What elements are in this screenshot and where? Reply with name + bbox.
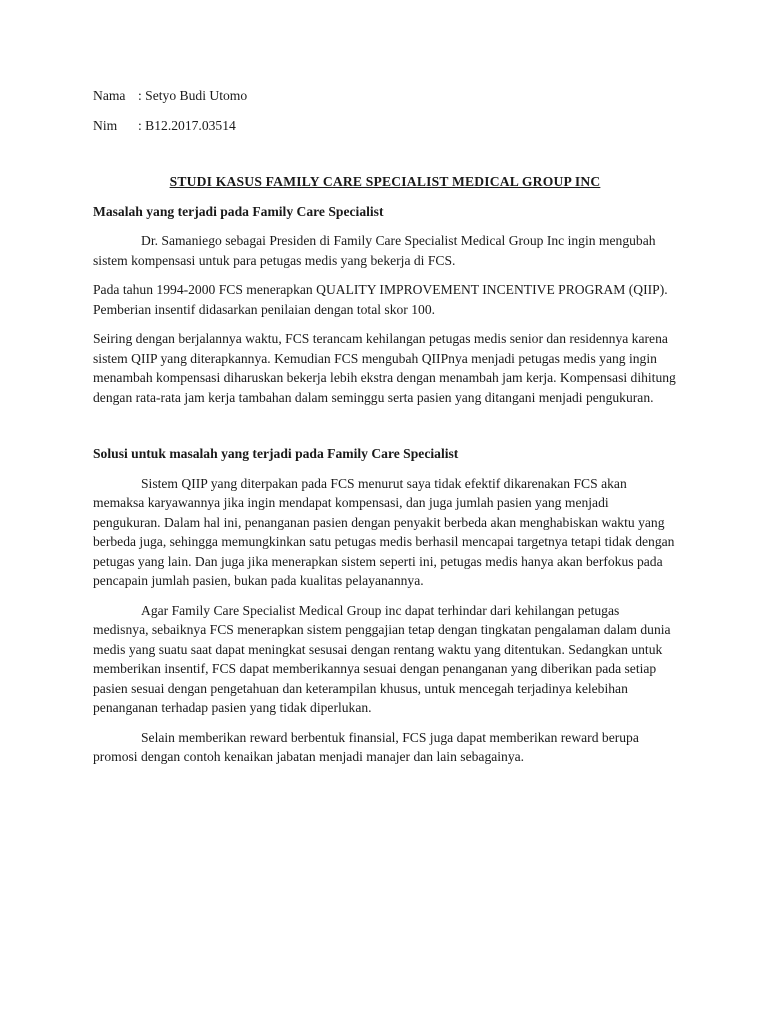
nim-value: : B12.2017.03514: [138, 118, 236, 133]
name-label: Nama: [93, 88, 126, 103]
paragraph: Agar Family Care Specialist Medical Group inc dapat terhindar dari kehilangan petugas medisnya, sebaiknya FCS menerapkan sistem penggajian tetap dengan tingkatan pengalaman dalam dunia medis yang suatu saat dapat meningkat sesusai dengan rentang waktu yang ditentukan. Sedangkan untuk memberikan insentif, FCS dapat memberikannya sesuai dengan penanganan yang diberikan pada setiap pasien sesuai dengan pengetahuan dan keterampilan khusus, untuk mencegah terjadinya kelebihan penanganan terhadap pasien yang tidak diperlukan.: [93, 602, 671, 715]
nim-row: [93, 116, 677, 136]
paragraph: Selain memberikan reward berbentuk finansial, FCS juga dapat memberikan reward berupa promosi dengan contoh kenaikan jabatan menjadi manajer dan lain sebagainya.: [93, 729, 639, 764]
nim-label: Nim: [93, 118, 118, 133]
paragraph: Dr. Samaniego sebagai Presiden di Family Care Specialist Medical Group Inc ingin mengubah sistem kompensasi untuk para petugas medis yang bekerja di FCS.: [93, 233, 656, 268]
paragraph: Seiring dengan berjalannya waktu, FCS terancam kehilangan petugas medis senior dan residennya karena sistem QIIP yang diterapkannya. Kemudian FCS mengubah QIIPnya menjadi petugas medis yang ingin menambah kompensasi diharuskan bekerja lebih ekstra dengan menambah jam kerja. Kompensasi dihitung dengan rata-rata jam kerja tambahan dalam seminggu serta pasien yang ditangani menjadi pengukuran.: [93, 331, 676, 405]
paragraph: Sistem QIIP yang diterpakan pada FCS menurut saya tidak efektif dikarenakan FCS akan memaksa karyawannya jika ingin mendapat kompensasi, dan juga jumlah pasien yang menjadi pengukuran. Dalam hal ini, penanganan pasien dengan penyakit berbeda akan menghabiskan waktu yang berbeda juga, sehingga memungkinkan satu petugas medis berhasil mencapai targetnya tetapi tidak dengan petugas yang lain. Dan juga jika menerapkan sistem seperti ini, petugas medis hanya akan berfokus pada pencapain jumlah pasien, bukan pada kualitas pelayanannya.: [93, 475, 675, 588]
document-title: STUDI KASUS FAMILY CARE SPECIALIST MEDICAL GROUP INC: [169, 174, 601, 189]
section-heading-problem: Masalah yang terjadi pada Family Care Specialist: [93, 203, 384, 219]
name-row: [93, 86, 677, 106]
name-value: : Setyo Budi Utomo: [138, 88, 248, 103]
paragraph: Pada tahun 1994-2000 FCS menerapkan QUALITY IMPROVEMENT INCENTIVE PROGRAM (QIIP). Pemberian insentif didasarkan penilaian dengan total skor 100.: [93, 282, 668, 317]
document-body: [93, 86, 677, 767]
section-heading-solution: Solusi untuk masalah yang terjadi pada Family Care Specialist: [93, 446, 459, 461]
